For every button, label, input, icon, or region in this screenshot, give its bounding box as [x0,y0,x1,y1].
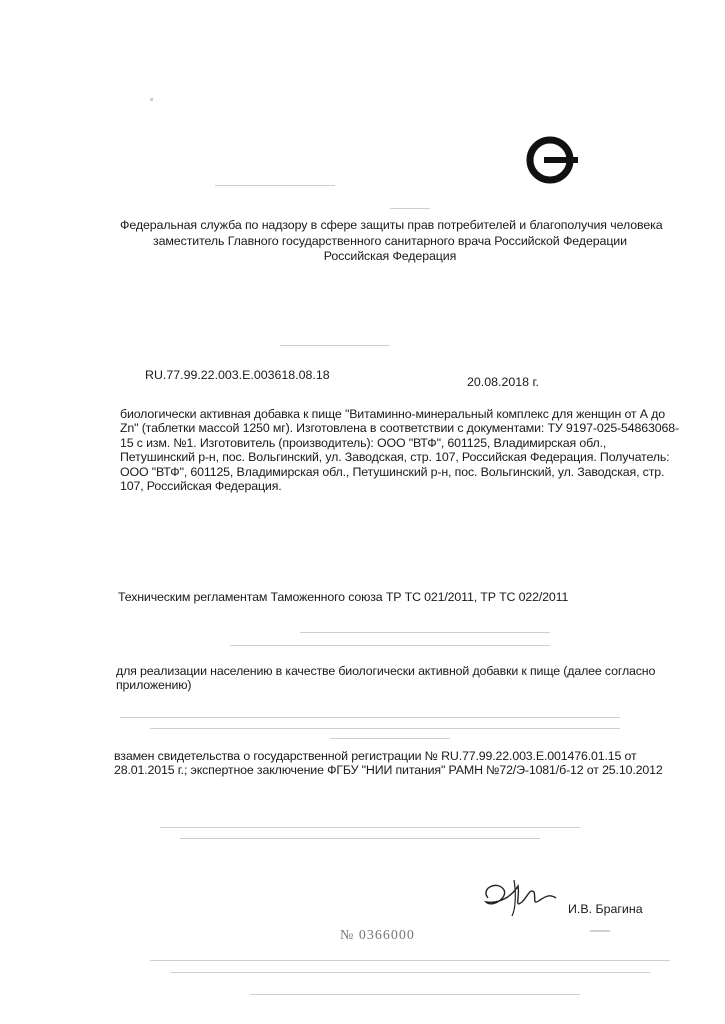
product-line: биологически активная добавка к пище "Витаминно-минеральный комплекс для женщин от А до [120,407,665,421]
se-mark-icon [520,132,590,188]
issuing-authority-header [120,218,663,265]
form-serial-number: № 0366000 [340,928,415,943]
signatory-name: И.В. Брагина [568,902,643,916]
handwritten-signature [470,868,570,918]
technical-regulations: Техническим регламентам Таможенного союза ТР ТС 021/2011, ТР ТС 022/2011 [118,590,569,604]
product-description [120,407,679,494]
registration-date: 20.08.2018 г. [467,375,539,389]
replacement-line: 28.01.2015 г.; экспертное заключение ФГБУ "НИИ питания" РАМН №72/Э-1081/б-12 от 25.10.2012 [114,763,663,778]
product-line: 107, Российская Федерация. [120,479,282,494]
authority-official: заместитель Главного государственного санитарного врача Российской Федерации [153,233,627,248]
authority-country: Российская Федерация [323,249,457,263]
product-line: Zn" (таблетки массой 1250 мг). Изготовлена в соответствии с документами: ТУ 9197-025-54863068- [120,421,679,436]
product-line: ООО "ВТФ", 601125, Владимирская обл., Петушинский р-н, пос. Вольгинский, ул. Заводская, стр. [120,464,665,479]
replacement-note [114,749,663,778]
usage-line: для реализации населению в качестве биологически активной добавки к пище (далее согласно [116,664,656,678]
product-line: 15 с изм. №1. Изготовитель (производитель): ООО "ВТФ", 601125, Владимирская обл., [120,435,607,450]
authority-name: Федеральная служба по надзору в сфере защиты прав потребителей и благополучия человека [120,218,663,232]
usage-scope [116,664,655,693]
product-line: Петушинский р-н, пос. Вольгинский, ул. Заводская, стр. 107, Российская Федерация. Получатель: [120,450,670,465]
replacement-line: взамен свидетельства о государственной регистрации № RU.77.99.22.003.E.001476.01.15 от [114,749,637,763]
registration-number: RU.77.99.22.003.E.003618.08.18 [145,368,330,382]
usage-line: приложению) [116,678,192,693]
